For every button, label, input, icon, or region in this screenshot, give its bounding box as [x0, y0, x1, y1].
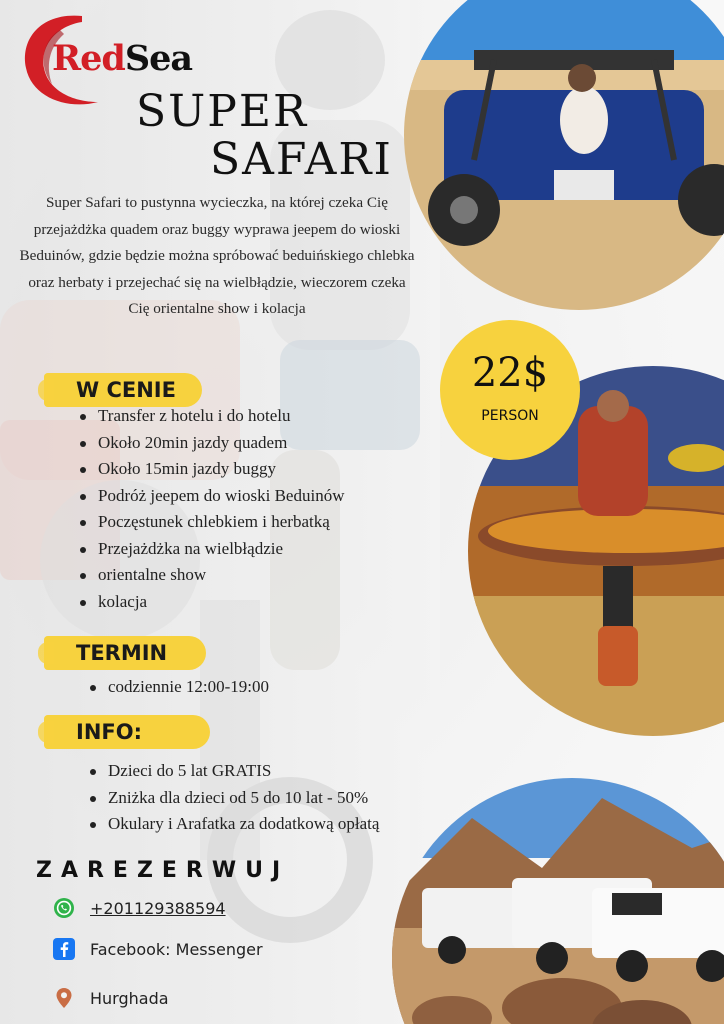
price-badge — [440, 320, 580, 460]
list-item: Transfer z hotelu i do hotelu — [78, 403, 344, 430]
contact-phone[interactable] — [52, 894, 226, 922]
facebook-icon — [52, 937, 76, 961]
location-pin-icon — [52, 986, 76, 1010]
jeeps-illustration — [392, 778, 724, 1024]
included-list — [78, 403, 344, 615]
list-item: Okulary i Arafatka za dodatkową opłatą — [88, 811, 379, 838]
list-item: Dzieci do 5 lat GRATIS — [88, 758, 379, 785]
section-label-info: INFO: — [44, 715, 210, 749]
list-item: orientalne show — [78, 562, 344, 589]
whatsapp-icon — [52, 896, 76, 920]
brand-name-black: Sea — [124, 38, 193, 79]
location-text: Hurghada — [90, 988, 169, 1008]
price-unit: PERSON — [481, 408, 539, 424]
jeeps-photo — [392, 778, 724, 1024]
schedule-list — [88, 674, 269, 701]
buggy-photo — [404, 0, 724, 310]
section-label-w-cenie: W CENIE — [44, 373, 202, 407]
list-item: Przejażdżka na wielbłądzie — [78, 536, 344, 563]
facebook-link[interactable]: Facebook: Messenger — [90, 939, 263, 959]
list-item: Podróż jeepem do wioski Beduinów — [78, 483, 344, 510]
intro-paragraph: Super Safari to pustynna wycieczka, na której czeka Cię przejażdżka quadem oraz buggy wyprawa jeepem do wioski Beduinów, gdzie będzie można spróbować beduińskiego chlebka oraz herbaty i przejechać się na wielbłądzie, wieczorem czeka Cię orientalne show i kolacja — [19, 194, 415, 317]
page-title-line1: SUPER — [136, 86, 309, 137]
price-value: 22$ — [471, 350, 549, 396]
list-item: codziennie 12:00-19:00 — [88, 674, 269, 701]
list-item: kolacja — [78, 589, 344, 616]
contact-location — [52, 984, 169, 1012]
page-title-line2: SAFARI — [210, 134, 393, 185]
list-item: Około 20min jazdy quadem — [78, 430, 344, 457]
brand-name-red: Red — [52, 38, 125, 79]
list-item: Zniżka dla dzieci od 5 do 10 lat - 50% — [88, 785, 379, 812]
info-list — [88, 758, 379, 838]
list-item: Około 15min jazdy buggy — [78, 456, 344, 483]
section-label-termin: TERMIN — [44, 636, 206, 670]
buggy-illustration — [404, 0, 724, 310]
list-item: Poczęstunek chlebkiem i herbatką — [78, 509, 344, 536]
booking-heading: ZAREZERWUJ — [36, 858, 290, 883]
contact-facebook[interactable] — [52, 935, 263, 963]
phone-link[interactable]: +201129388594 — [90, 898, 226, 918]
brand-name — [52, 38, 192, 79]
